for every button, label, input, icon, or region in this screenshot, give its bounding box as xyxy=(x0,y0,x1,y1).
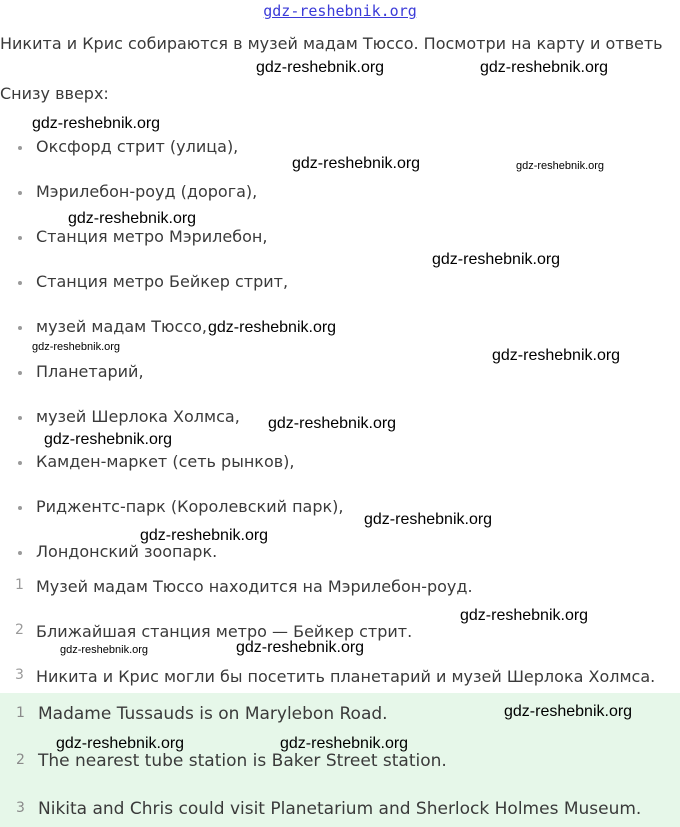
intro-text: Никита и Крис собираются в музей мадам Тюссо. Посмотри на карту и ответь xyxy=(0,34,663,53)
watermark: gdz-reshebnik.org xyxy=(364,511,493,528)
watermark: gdz-reshebnik.org xyxy=(32,341,121,353)
bullet-dot-icon xyxy=(18,461,22,465)
watermark: gdz-reshebnik.org xyxy=(256,59,385,76)
english-answers-box: 1 Madame Tussauds is on Marylebon Road. 2 The nearest tube station is Baker Street station. 3 Nikita and Chris could visit Planetarium and Sherlock Holmes Museum. xyxy=(0,693,680,827)
watermark: gdz-reshebnik.org xyxy=(492,347,621,364)
bullet-dot-icon xyxy=(18,551,22,555)
bullet-dot-icon xyxy=(18,281,22,285)
bullet-dot-icon xyxy=(18,506,22,510)
bullet-dot-icon xyxy=(18,191,22,195)
watermark: gdz-reshebnik.org xyxy=(292,155,421,172)
watermark: gdz-reshebnik.org xyxy=(460,607,589,624)
watermark: gdz-reshebnik.org xyxy=(432,251,561,268)
watermark: gdz-reshebnik.org xyxy=(280,735,409,752)
bullet-dot-icon xyxy=(18,371,22,375)
watermark: gdz-reshebnik.org xyxy=(56,735,185,752)
bullet-dot-icon xyxy=(18,326,22,330)
watermark: gdz-reshebnik.org xyxy=(32,115,161,132)
watermark: gdz-reshebnik.org xyxy=(44,431,173,448)
watermark: gdz-reshebnik.org xyxy=(504,703,633,720)
watermark: gdz-reshebnik.org xyxy=(268,415,397,432)
watermark: gdz-reshebnik.org xyxy=(208,319,337,336)
bullet-dot-icon xyxy=(18,416,22,420)
watermark: gdz-reshebnik.org xyxy=(68,210,197,227)
bullet-dot-icon xyxy=(18,236,22,240)
bullet-dot-icon xyxy=(18,146,22,150)
watermark: gdz-reshebnik.org xyxy=(236,639,365,656)
watermark: gdz-reshebnik.org xyxy=(516,160,605,172)
from-bottom-label: Снизу вверх: xyxy=(0,84,109,103)
watermark: gdz-reshebnik.org xyxy=(60,644,149,656)
watermark: gdz-reshebnik.org xyxy=(480,59,609,76)
site-title-link[interactable]: gdz-reshebnik.org xyxy=(263,2,417,20)
watermark: gdz-reshebnik.org xyxy=(140,527,269,544)
